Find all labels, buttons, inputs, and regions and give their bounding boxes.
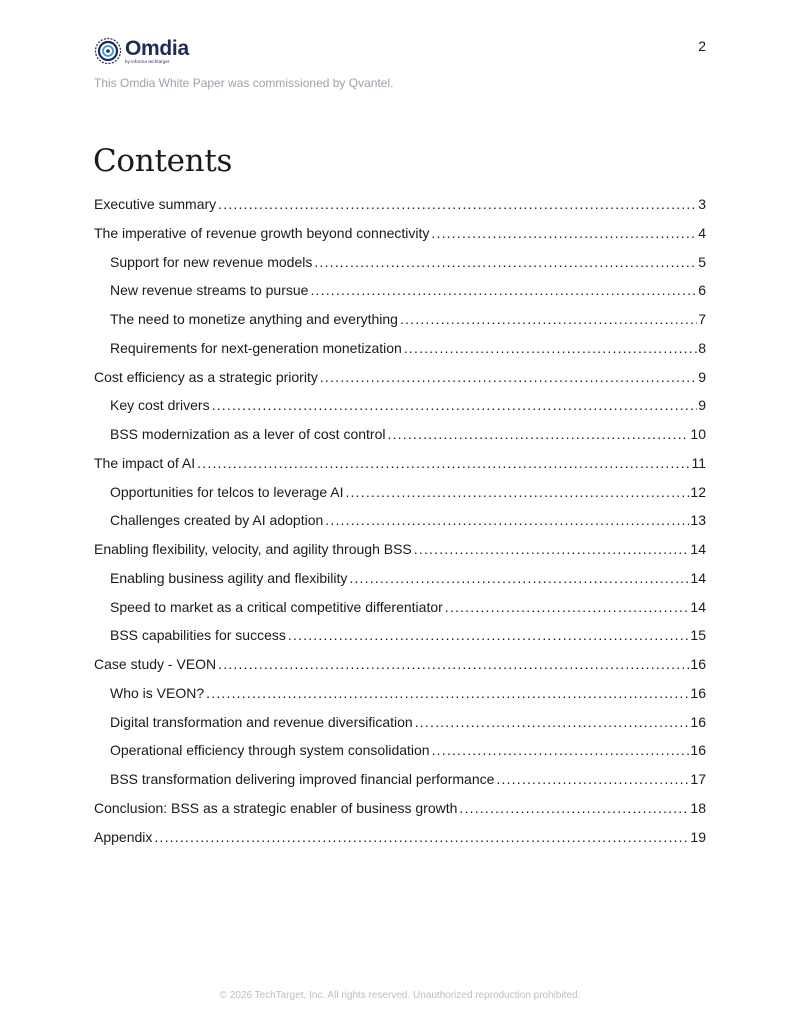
toc-entry-title[interactable]: BSS capabilities for success xyxy=(110,627,286,644)
toc-dot-leader xyxy=(349,564,689,593)
toc-entry-page-number[interactable]: 14 xyxy=(690,569,706,586)
toc-dot-leader xyxy=(218,650,689,679)
toc-entry-title[interactable]: Digital transformation and revenue diversification xyxy=(110,713,413,730)
toc-entry-title[interactable]: Enabling business agility and flexibility xyxy=(110,569,348,586)
toc-dot-leader xyxy=(206,679,689,708)
toc-entry-page-number[interactable]: 18 xyxy=(690,799,706,816)
toc-entry-page-number[interactable]: 13 xyxy=(690,512,706,529)
toc-entry[interactable] xyxy=(94,535,706,564)
toc-entry-title[interactable]: Case study - VEON xyxy=(94,656,217,672)
commission-note: This Omdia White Paper was commissioned by Qvantel. xyxy=(94,76,394,90)
toc-entry-title[interactable]: Key cost drivers xyxy=(110,397,210,414)
toc-entry[interactable] xyxy=(94,478,706,507)
logo-tagline: by informa techtarget xyxy=(125,58,170,64)
toc-entry-title[interactable]: Who is VEON? xyxy=(110,684,205,701)
toc-entry[interactable] xyxy=(94,650,706,679)
toc-entry[interactable] xyxy=(94,506,706,535)
toc-entry[interactable] xyxy=(94,190,706,219)
footer-copyright: © 2026 TechTarget, Inc. All rights reserved. Unauthorized reproduction prohibited. xyxy=(219,990,581,1001)
toc-dot-leader xyxy=(154,823,689,852)
toc-entry-page-number[interactable]: 15 xyxy=(690,627,706,644)
toc-dot-leader xyxy=(197,449,690,478)
toc-entry-title[interactable]: Requirements for next-generation monetization xyxy=(110,339,402,356)
contents-heading: Contents xyxy=(93,143,233,179)
toc-dot-leader xyxy=(404,334,697,363)
toc-entry-page-number[interactable]: 16 xyxy=(690,656,706,672)
toc-dot-leader xyxy=(320,363,697,392)
toc-entry-page-number[interactable]: 9 xyxy=(698,368,706,385)
toc-entry-title[interactable]: Challenges created by AI adoption xyxy=(110,512,324,529)
toc-entry[interactable] xyxy=(94,334,706,363)
page-number: 2 xyxy=(698,38,706,54)
toc-entry-page-number[interactable]: 12 xyxy=(690,483,706,500)
toc-entry[interactable] xyxy=(94,679,706,708)
toc-entry-page-number[interactable]: 4 xyxy=(698,224,706,241)
toc-entry-page-number[interactable]: 5 xyxy=(698,253,706,270)
toc-entry-title[interactable]: The imperative of revenue growth beyond connectivity xyxy=(94,224,430,241)
toc-entry[interactable] xyxy=(94,794,706,823)
toc-entry-title[interactable]: Appendix xyxy=(94,828,153,845)
toc-entry[interactable] xyxy=(94,248,706,277)
toc-entry-page-number[interactable]: 9 xyxy=(698,397,706,414)
toc-entry-title[interactable]: Operational efficiency through system consolidation xyxy=(110,742,430,759)
toc-entry-title[interactable]: Cost efficiency as a strategic priority xyxy=(94,368,318,385)
toc-entry[interactable] xyxy=(94,736,706,765)
toc-entry-page-number[interactable]: 14 xyxy=(690,598,706,615)
toc-dot-leader xyxy=(445,593,690,622)
toc-dot-leader xyxy=(345,478,689,507)
logo-wordmark: Omdia xyxy=(125,36,189,60)
toc-entry-title[interactable]: Speed to market as a critical competitive differentiator xyxy=(110,598,443,615)
toc-entry-page-number[interactable]: 19 xyxy=(690,828,706,845)
toc-dot-leader xyxy=(288,621,690,650)
toc-entry-page-number[interactable]: 8 xyxy=(698,339,706,356)
toc-entry-page-number[interactable]: 16 xyxy=(690,684,706,701)
toc-dot-leader xyxy=(387,420,689,449)
toc-entry[interactable] xyxy=(94,305,706,334)
toc-entry-page-number[interactable]: 3 xyxy=(698,196,706,212)
toc-entry-title[interactable]: New revenue streams to pursue xyxy=(110,282,309,299)
toc-entry-title[interactable]: The impact of AI xyxy=(94,454,196,471)
toc-entry-page-number[interactable]: 16 xyxy=(690,713,706,730)
omdia-logo-icon xyxy=(94,37,122,65)
toc-entry[interactable] xyxy=(94,363,706,392)
toc-dot-leader xyxy=(415,708,690,737)
toc-entry-title[interactable]: BSS transformation delivering improved financial performance xyxy=(110,771,495,787)
toc-entry[interactable] xyxy=(94,823,706,852)
toc-entry-page-number[interactable]: 17 xyxy=(690,771,706,787)
toc-entry-title[interactable]: The need to monetize anything and everything xyxy=(110,311,398,327)
toc-dot-leader xyxy=(218,190,697,219)
toc-entry-page-number[interactable]: 11 xyxy=(691,454,706,471)
toc-entry-title[interactable]: Conclusion: BSS as a strategic enabler of business growth xyxy=(94,799,458,816)
toc-entry-title[interactable]: Opportunities for telcos to leverage AI xyxy=(110,483,344,500)
toc-entry[interactable] xyxy=(94,564,706,593)
toc-entry[interactable] xyxy=(94,449,706,478)
toc-dot-leader xyxy=(400,305,697,334)
toc-dot-leader xyxy=(414,535,690,564)
toc-entry-page-number[interactable]: 14 xyxy=(690,541,706,557)
toc-dot-leader xyxy=(310,276,697,305)
omdia-logo xyxy=(94,36,204,66)
toc-entry-page-number[interactable]: 10 xyxy=(690,426,706,442)
toc-entry[interactable] xyxy=(94,391,706,420)
toc-dot-leader xyxy=(432,736,690,765)
toc-entry[interactable] xyxy=(94,276,706,305)
toc-dot-leader xyxy=(431,219,697,248)
toc-entry[interactable] xyxy=(94,708,706,737)
toc-entry-page-number[interactable]: 7 xyxy=(698,311,706,327)
toc-entry-title[interactable]: Executive summary xyxy=(94,196,217,212)
toc-entry-title[interactable]: Enabling flexibility, velocity, and agility through BSS xyxy=(94,541,412,557)
toc-dot-leader xyxy=(459,794,689,823)
toc-dot-leader xyxy=(212,391,698,420)
toc-entry[interactable] xyxy=(94,593,706,622)
toc-entry-page-number[interactable]: 16 xyxy=(690,742,706,759)
toc-entry-title[interactable]: BSS modernization as a lever of cost control xyxy=(110,426,386,442)
toc-dot-leader xyxy=(496,765,689,794)
toc-entry[interactable] xyxy=(94,219,706,248)
toc-entry[interactable] xyxy=(94,765,706,794)
toc-entry[interactable] xyxy=(94,621,706,650)
toc-entry-title[interactable]: Support for new revenue models xyxy=(110,253,313,270)
toc-entry-page-number[interactable]: 6 xyxy=(698,282,706,299)
toc-dot-leader xyxy=(325,506,689,535)
table-of-contents xyxy=(94,190,706,851)
toc-dot-leader xyxy=(314,248,697,277)
toc-entry[interactable] xyxy=(94,420,706,449)
